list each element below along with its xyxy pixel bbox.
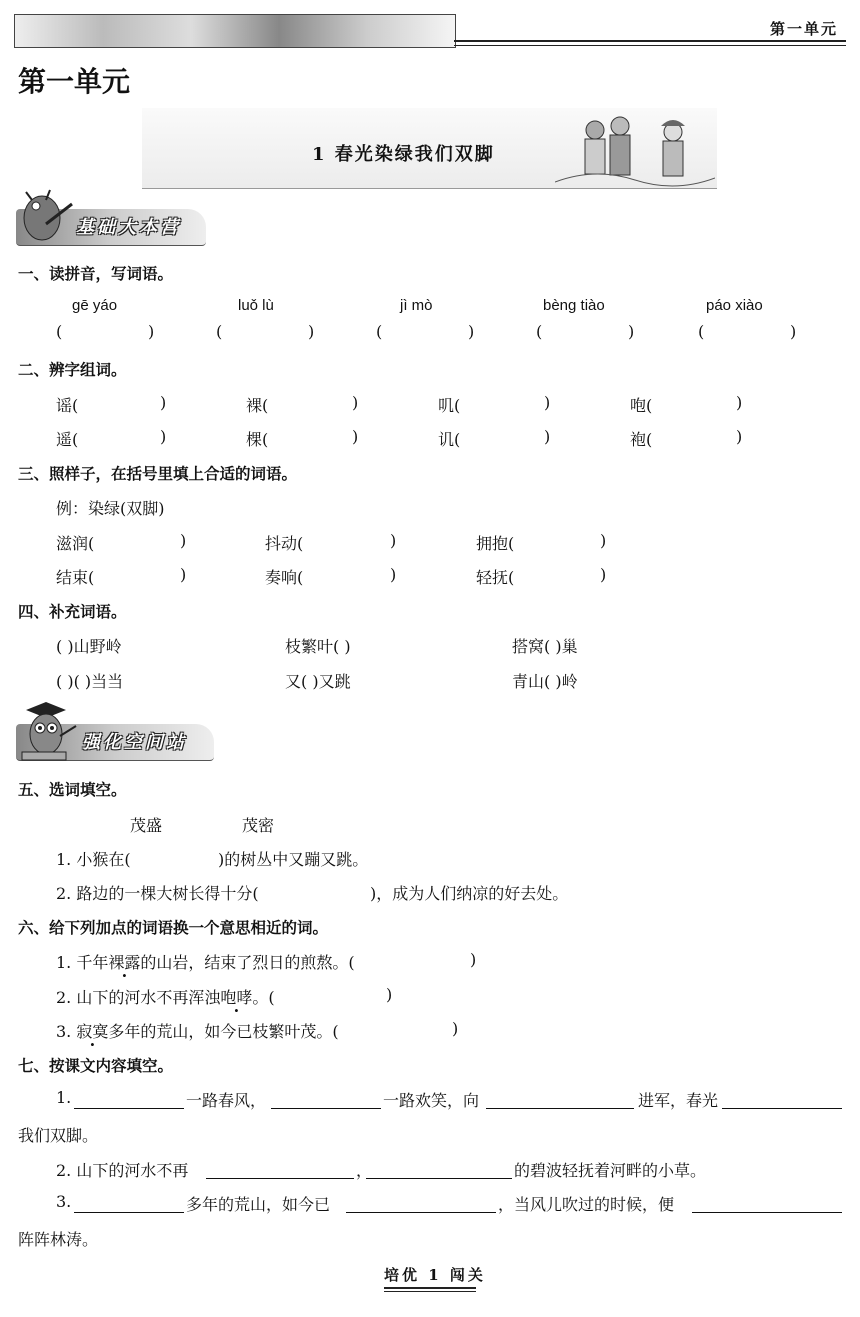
phrase-close: ): [180, 531, 187, 550]
dotted-word: 裸露: [108, 953, 141, 972]
char-close: ): [736, 427, 743, 446]
fill-blank[interactable]: [486, 1090, 634, 1109]
char-close: ): [544, 427, 551, 446]
phrase-close: ): [600, 565, 607, 584]
section-5-title: 五、选词填空。: [18, 781, 127, 799]
phrase-item: 结束(: [56, 568, 95, 587]
idiom-item: ( )( )当当: [56, 672, 124, 691]
char-item: 棵(: [246, 430, 269, 449]
section-3-title: 三、照样子，在括号里填上合适的词语。: [18, 465, 298, 483]
fill-text: 进军，春光: [638, 1091, 719, 1110]
char-close: ): [160, 427, 167, 446]
text: 3.: [56, 1022, 77, 1041]
text: 2. 山下的河水不再浑浊: [56, 988, 221, 1007]
fill-blank[interactable]: [346, 1194, 496, 1213]
answer-paren-open: (: [698, 322, 705, 341]
text: 。(: [252, 988, 275, 1007]
phrase-item: 抖动(: [265, 534, 304, 553]
section-7-title: 七、按课文内容填空。: [18, 1057, 174, 1075]
idiom-item: 又( )又跳: [285, 672, 351, 691]
char-item: 袍(: [630, 430, 653, 449]
pinyin-1: gē yáo: [72, 297, 118, 314]
char-item: 叽(: [438, 396, 461, 415]
char-close: ): [352, 393, 359, 412]
answer-paren-open: (: [56, 322, 63, 341]
fill-q3-num: 3.: [56, 1192, 72, 1211]
fill-q2-start: 2. 山下的河水不再: [56, 1161, 189, 1180]
fill-text: 的碧波轻抚着河畔的小草。: [514, 1161, 707, 1180]
section-6-title: 六、给下列加点的词语换一个意思相近的词。: [18, 919, 329, 937]
dragon-mascot-icon: [16, 184, 74, 246]
pinyin-5: páo xiào: [706, 297, 763, 314]
pinyin-2: luǒ lù: [238, 297, 274, 314]
phrase-close: ): [390, 565, 397, 584]
fill-text: 多年的荒山，如今已: [186, 1195, 331, 1214]
section-2-title: 二、辨字组词。: [18, 361, 127, 379]
text: 的山岩，结束了烈日的煎熬。(: [140, 953, 355, 972]
section-1-title: 一、读拼音，写词语。: [18, 265, 174, 283]
answer-paren-open: (: [376, 322, 383, 341]
header-rule: [454, 40, 846, 42]
answer-paren-open: (: [536, 322, 543, 341]
answer-paren-close: ): [790, 322, 797, 341]
footer-rule: [384, 1287, 476, 1289]
section-4-title: 四、补充词语。: [18, 603, 127, 621]
char-item: 咆(: [630, 396, 653, 415]
char-close: ): [160, 393, 167, 412]
fill-text: 阵阵林涛。: [18, 1230, 99, 1249]
answer-paren-close: ): [468, 322, 475, 341]
fill-blank[interactable]: [722, 1090, 842, 1109]
page-footer: 培优 1 闯关: [384, 1266, 486, 1284]
phrase-item: 拥抱(: [476, 534, 515, 553]
fill-text: ，: [356, 1161, 373, 1180]
synonym-q3: [56, 1019, 339, 1042]
char-item: 遥(: [56, 430, 79, 449]
pinyin-3: jì mò: [400, 297, 433, 314]
dotted-word: 咆哮: [220, 988, 253, 1007]
paren-close: ): [386, 985, 393, 1004]
answer-paren-close: ): [628, 322, 635, 341]
synonym-q2: [56, 985, 275, 1008]
question-2-end: )，成为人们纳凉的好去处。: [370, 884, 569, 903]
fill-blank[interactable]: [74, 1090, 184, 1109]
section-banner-advanced-text: 强化空间站: [82, 732, 187, 753]
paren-close: ): [470, 950, 477, 969]
text: 多年的荒山，如今已枝繁叶茂。(: [108, 1022, 339, 1041]
synonym-q1: [56, 950, 355, 973]
lesson-title: 1 春光染绿我们双脚: [312, 144, 495, 165]
header-rule-thin: [454, 45, 846, 46]
phrase-item: 轻抚(: [476, 568, 515, 587]
footer-rule-thin: [384, 1291, 476, 1292]
dotted-word: 寂寞: [76, 1022, 109, 1041]
header-unit-label: 第一单元: [769, 20, 838, 38]
answer-paren-close: ): [308, 322, 315, 341]
idiom-item: 搭窝( )巢: [512, 637, 578, 656]
question-1-end: )的树丛中又蹦又跳。: [218, 850, 369, 869]
header-banner-image: [14, 14, 456, 48]
char-item: 裸(: [246, 396, 269, 415]
fill-text: ，当风儿吹过的时候，便: [498, 1195, 675, 1214]
idiom-item: 枝繁叶( ): [285, 637, 351, 656]
text: 1. 千年: [56, 953, 109, 972]
answer-paren-open: (: [216, 322, 223, 341]
phrase-item: 奏响(: [265, 568, 304, 587]
paren-close: ): [452, 1019, 459, 1038]
phrase-close: ): [600, 531, 607, 550]
children-illustration: [555, 112, 715, 188]
fill-blank[interactable]: [74, 1194, 184, 1213]
fill-q1-num: 1.: [56, 1088, 72, 1107]
question-2-start: 2. 路边的一棵大树长得十分(: [56, 884, 259, 903]
phrase-item: 滋润(: [56, 534, 95, 553]
phrase-close: ): [180, 565, 187, 584]
example-line: 例：染绿(双脚): [56, 499, 165, 518]
fill-blank[interactable]: [271, 1090, 381, 1109]
question-1-start: 1. 小猴在(: [56, 850, 131, 869]
char-item: 谣(: [56, 396, 79, 415]
char-close: ): [544, 393, 551, 412]
fill-blank[interactable]: [366, 1160, 512, 1179]
pinyin-4: bèng tiào: [543, 297, 605, 314]
fill-text: 一路欢笑，向: [383, 1091, 480, 1110]
answer-paren-close: ): [148, 322, 155, 341]
char-close: ): [352, 427, 359, 446]
phrase-close: ): [390, 531, 397, 550]
char-item: 讥(: [438, 430, 461, 449]
fill-blank[interactable]: [692, 1194, 842, 1213]
idiom-item: 青山( )岭: [512, 672, 578, 691]
char-close: ): [736, 393, 743, 412]
fill-text: 一路春风，: [186, 1091, 267, 1110]
fill-blank[interactable]: [206, 1160, 354, 1179]
fill-text: 我们双脚。: [18, 1126, 99, 1145]
page-title: 第一单元: [18, 65, 131, 98]
section-banner-basic-text: 基础大本营: [76, 217, 181, 238]
word-choice: 茂密: [242, 816, 275, 835]
idiom-item: ( )山野岭: [56, 637, 122, 656]
owl-graduate-icon: [16, 700, 78, 762]
word-choice: 茂盛: [130, 816, 163, 835]
